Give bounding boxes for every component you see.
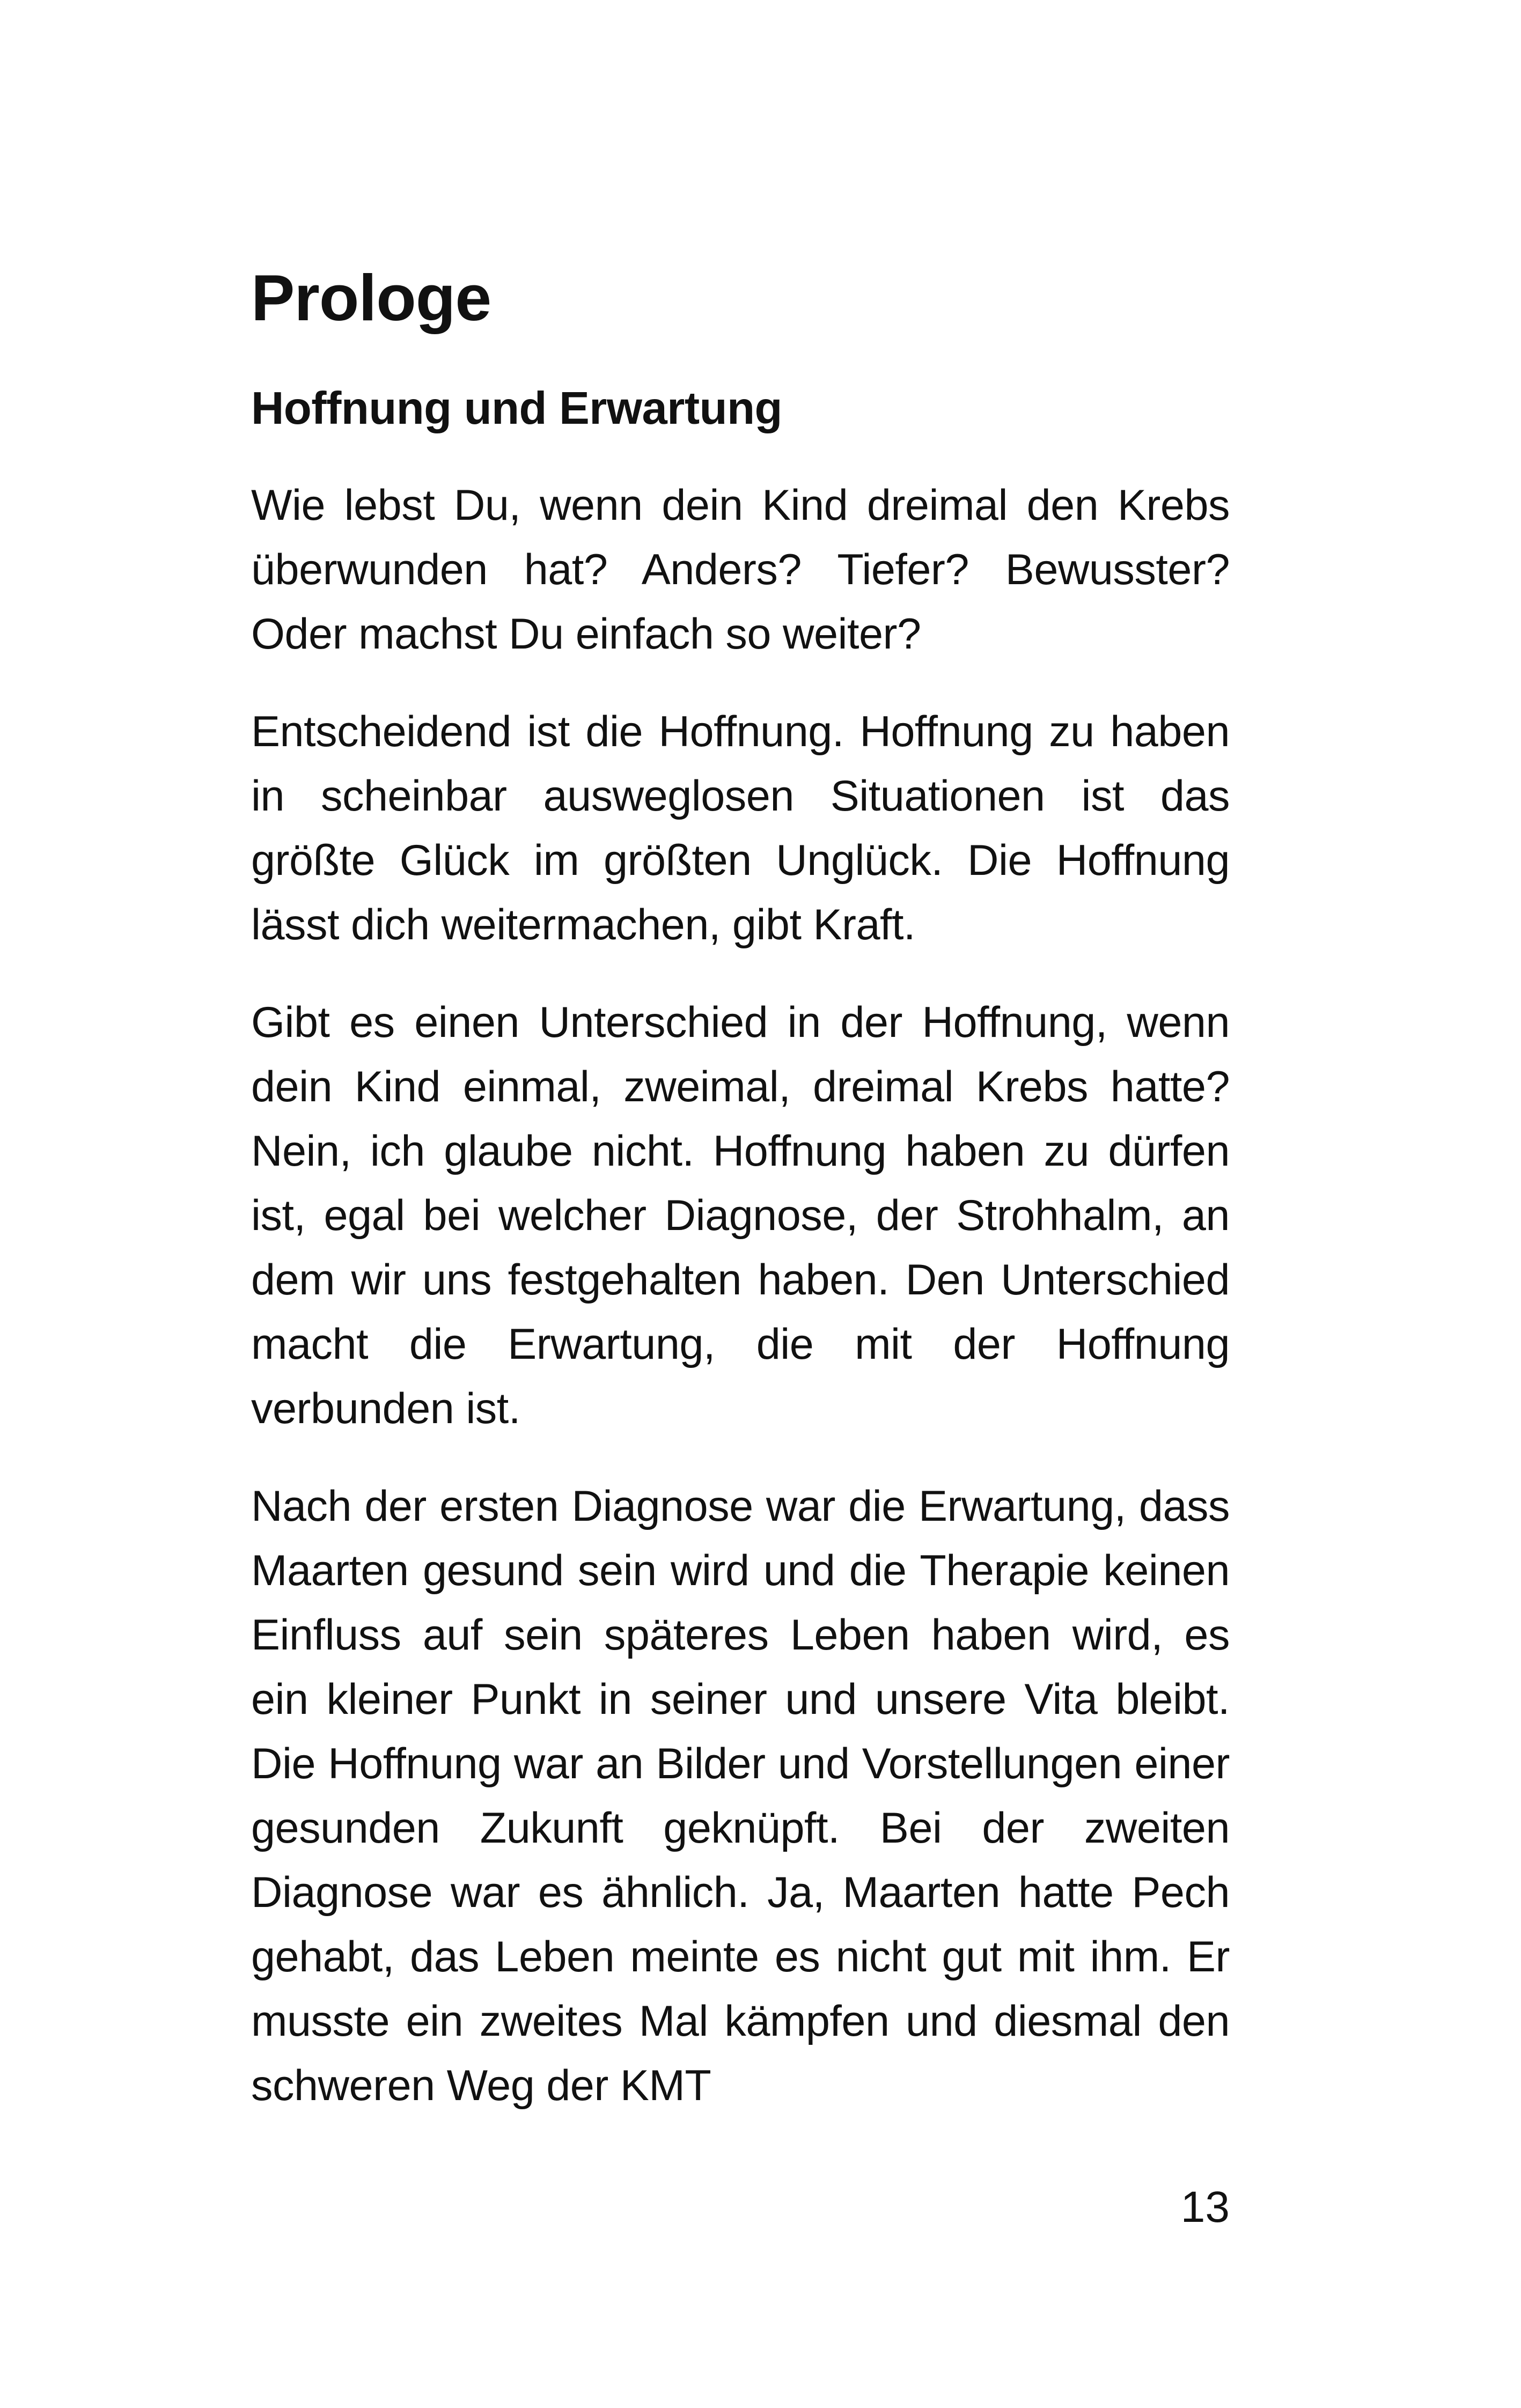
page-content: [251, 252, 1230, 2118]
page-number: 13: [1180, 2183, 1230, 2232]
paragraph-2: Entscheidend ist die Hoffnung. Hoffnung zu haben in scheinbar ausweglosen Situationen ist das größte Glück im größten Unglück. Die Hoffnung lässt dich weitermachen, gibt Kraft.: [251, 708, 1230, 949]
paragraph-1: Wie lebst Du, wenn dein Kind dreimal den Krebs überwunden hat? Anders? Tiefer? Bewusster? Oder machst Du einfach so weiter?: [251, 481, 1230, 658]
section-title: Hoffnung und Erwartung: [251, 383, 782, 434]
paragraph-3: Gibt es einen Unterschied in der Hoffnung, wenn dein Kind einmal, zweimal, dreimal Krebs hatte? Nein, ich glaube nicht. Hoffnung haben zu dürfen ist, egal bei welcher Diagnose, der Strohhalm, an dem wir uns festgehalten haben. Den Unterschied macht die Erwartung, die mit der Hoffnung verbunden ist.: [251, 998, 1230, 1433]
paragraph-4: Nach der ersten Diagnose war die Erwartung, dass Maarten gesund sein wird und die Therapie keinen Einfluss auf sein späteres Leben haben wird, es ein kleiner Punkt in seiner und unsere Vita bleibt. Die Hoffnung war an Bilder und Vorstellungen einer gesunden Zukunft geknüpft. Bei der zweiten Diagnose war es ähnlich. Ja, Maarten hatte Pech gehabt, das Leben meinte es nicht gut mit ihm. Er musste ein zweites Mal kämpfen und diesmal den schweren Weg der KMT: [251, 1482, 1230, 2110]
chapter-title: Prologe: [251, 261, 491, 334]
